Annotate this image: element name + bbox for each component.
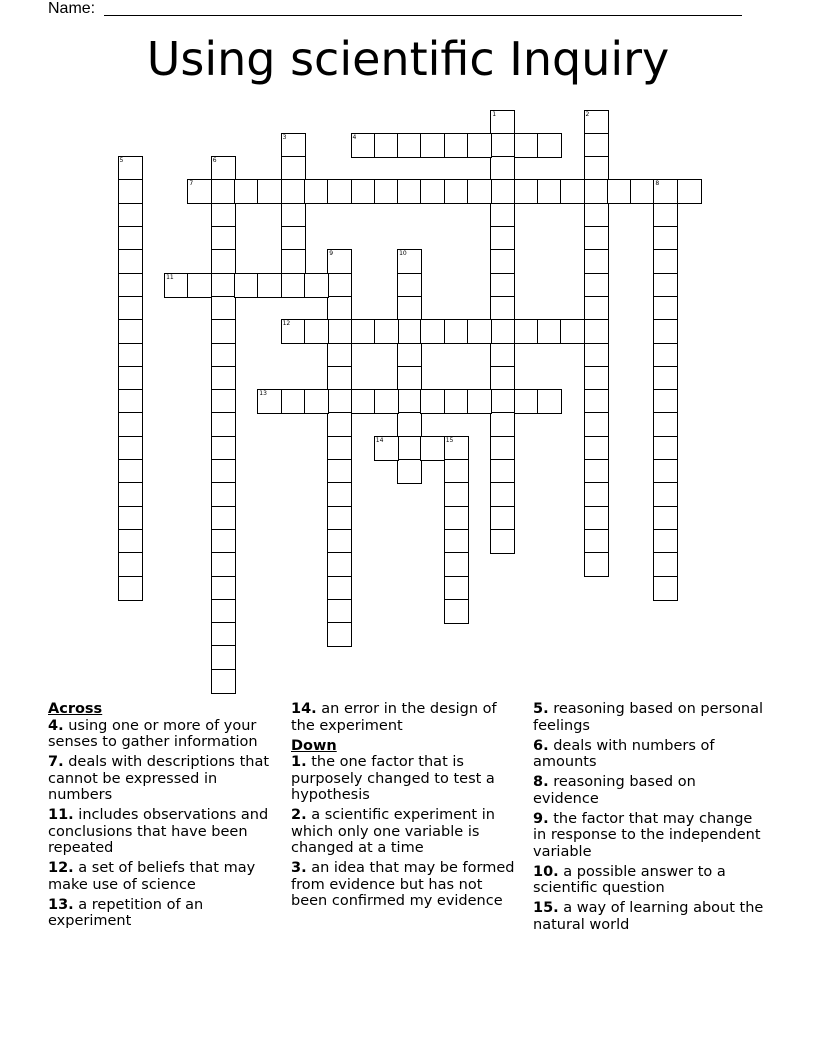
crossword-cell[interactable] [234,273,259,298]
crossword-cell[interactable] [118,203,143,228]
crossword-cell[interactable] [560,319,585,344]
crossword-cell[interactable] [537,389,562,414]
crossword-cell[interactable] [584,436,609,461]
crossword-cell[interactable] [211,622,236,647]
crossword-cell[interactable] [327,273,352,298]
clue-number: 9 [329,250,334,258]
crossword-cell[interactable] [514,179,539,204]
crossword-cell[interactable] [304,319,329,344]
crossword-cell[interactable] [118,296,143,321]
crossword-cell[interactable] [118,366,143,391]
crossword-cell[interactable] [118,179,143,204]
crossword-cell[interactable] [281,273,306,298]
crossword-cell[interactable] [584,133,609,158]
crossword-cell[interactable] [257,179,282,204]
crossword-cell[interactable] [537,133,562,158]
clue-across-7: 7. deals with descriptions that cannot be expressed in numbers [48,754,270,803]
crossword-cell[interactable] [304,273,329,298]
crossword-cell[interactable] [281,319,306,344]
crossword-cell[interactable] [653,459,678,484]
crossword-cell[interactable] [118,436,143,461]
crossword-cell[interactable] [327,343,352,368]
across-heading: Across [48,701,103,717]
crossword-cell[interactable] [118,249,143,274]
clue-down-5: 5. reasoning based on personal feelings [533,701,763,734]
crossword-cell[interactable] [281,203,306,228]
crossword-cell[interactable] [444,319,469,344]
clue-down-8: 8. reasoning based on evidence [533,774,696,807]
crossword-cell[interactable] [490,412,515,437]
crossword-cell[interactable] [327,436,352,461]
crossword-cell[interactable] [490,133,515,158]
crossword-cell[interactable] [257,273,282,298]
crossword-cell[interactable] [584,156,609,181]
page-title: Using scientific Inquiry [146,32,670,86]
crossword-cell[interactable] [467,179,492,204]
crossword-cell[interactable] [444,599,469,624]
crossword-cell[interactable] [211,576,236,601]
crossword-cell[interactable] [211,506,236,531]
crossword-cell[interactable] [281,226,306,251]
clues-column-1 [48,701,284,933]
crossword-cell[interactable] [281,389,306,414]
crossword-cell[interactable] [327,506,352,531]
clue-down-2: 2. a scientific experiment in which only one variable is changed at a time [291,807,495,856]
crossword-cell[interactable] [420,436,445,461]
crossword-cell[interactable] [514,389,539,414]
crossword-cell[interactable] [677,179,702,204]
clue-number: 8 [655,180,660,188]
crossword-cell[interactable] [490,319,515,344]
crossword-cell[interactable] [444,436,469,461]
crossword-cell[interactable] [444,179,469,204]
crossword-cell[interactable] [444,576,469,601]
crossword-cell[interactable] [327,296,352,321]
crossword-cell[interactable] [327,622,352,647]
crossword-cell[interactable] [257,389,282,414]
crossword-cell[interactable] [211,319,236,344]
crossword-cell[interactable] [234,179,259,204]
crossword-cell[interactable] [118,576,143,601]
crossword-cell[interactable] [327,482,352,507]
clue-across-11: 11. includes observations and conclusions that have been repeated [48,807,269,856]
crossword-cell[interactable] [281,179,306,204]
crossword-cell[interactable] [118,319,143,344]
crossword-cell[interactable] [397,389,422,414]
crossword-cell[interactable] [584,226,609,251]
crossword-cell[interactable] [537,179,562,204]
crossword-cell[interactable] [653,226,678,251]
crossword-cell[interactable] [397,319,422,344]
crossword-cell[interactable] [584,506,609,531]
crossword-cell[interactable] [187,179,212,204]
crossword-cell[interactable] [397,249,422,274]
crossword-cell[interactable] [490,249,515,274]
clue-number: 12 [282,320,291,328]
crossword-cell[interactable] [444,529,469,554]
crossword-cell[interactable] [653,273,678,298]
crossword-cell[interactable] [211,529,236,554]
crossword-cell[interactable] [584,110,609,135]
crossword-cell[interactable] [397,412,422,437]
crossword-cell[interactable] [584,273,609,298]
crossword-cell[interactable] [118,273,143,298]
crossword-cell[interactable] [584,529,609,554]
crossword-cell[interactable] [653,179,678,204]
crossword-cell[interactable] [374,389,399,414]
clue-number: 7 [189,180,194,188]
crossword-cell[interactable] [211,343,236,368]
clue-number: 2 [585,110,590,118]
crossword-cell[interactable] [211,599,236,624]
crossword-cell[interactable] [327,249,352,274]
crossword-cell[interactable] [374,319,399,344]
crossword-cell[interactable] [444,133,469,158]
crossword-cell[interactable] [211,179,236,204]
crossword-cell[interactable] [584,343,609,368]
clue-number: 13 [259,390,267,398]
crossword-cell[interactable] [118,226,143,251]
crossword-cell[interactable] [490,273,515,298]
crossword-cell[interactable] [211,412,236,437]
crossword-cell[interactable] [118,156,143,181]
crossword-cell[interactable] [653,412,678,437]
crossword-cell[interactable] [281,133,306,158]
crossword-cell[interactable] [164,273,189,298]
clue-number: 11 [166,273,174,281]
crossword-cell[interactable] [444,389,469,414]
crossword-cell[interactable] [420,319,445,344]
crossword-cell[interactable] [187,273,212,298]
crossword-cell[interactable] [490,110,515,135]
crossword-cell[interactable] [374,436,399,461]
crossword-cell[interactable] [653,552,678,577]
crossword-cell[interactable] [653,576,678,601]
crossword-cell[interactable] [490,436,515,461]
crossword-cell[interactable] [397,343,422,368]
crossword-cell[interactable] [351,179,376,204]
clue-across-12: 12. a set of beliefs that may make use of science [48,860,256,893]
crossword-cell[interactable] [490,156,515,181]
crossword-cell[interactable] [118,552,143,577]
clue-across-14: 14. an error in the design of the experiment [291,701,497,734]
clue-down-1: 1. the one factor that is purposely changed to test a hypothesis [291,754,495,803]
crossword-cell[interactable] [118,459,143,484]
crossword-cell[interactable] [630,179,655,204]
clue-down-3: 3. an idea that may be formed from evidence but has not been confirmed my evidence [291,860,515,909]
crossword-cell[interactable] [211,669,236,694]
crossword-cell[interactable] [653,529,678,554]
crossword-cell[interactable] [584,552,609,577]
crossword-cell[interactable] [653,296,678,321]
crossword-cell[interactable] [327,412,352,437]
crossword-cell[interactable] [327,459,352,484]
crossword-cell[interactable] [560,179,585,204]
crossword-cell[interactable] [490,366,515,391]
crossword-cell[interactable] [490,389,515,414]
crossword-cell[interactable] [397,436,422,461]
crossword-cell[interactable] [327,529,352,554]
crossword-cell[interactable] [397,296,422,321]
crossword-cell[interactable] [327,319,352,344]
crossword-cell[interactable] [653,319,678,344]
crossword-cell[interactable] [304,389,329,414]
crossword-cell[interactable] [211,273,236,298]
crossword-cell[interactable] [327,389,352,414]
crossword-cell[interactable] [584,249,609,274]
clue-number: 1 [492,110,497,118]
crossword-cell[interactable] [211,459,236,484]
crossword-cell[interactable] [211,389,236,414]
clue-across-4: 4. using one or more of your senses to gather information [48,717,258,750]
crossword-cell[interactable] [653,366,678,391]
crossword-cell[interactable] [653,506,678,531]
crossword-cell[interactable] [490,179,515,204]
clue-number: 6 [212,157,217,165]
crossword-cell[interactable] [397,273,422,298]
crossword-cell[interactable] [118,389,143,414]
name-label: Name: [48,0,96,17]
crossword-cell[interactable] [584,296,609,321]
crossword-cell[interactable] [211,436,236,461]
crossword-cell[interactable] [584,482,609,507]
crossword-cell[interactable] [467,389,492,414]
crossword-cell[interactable] [584,366,609,391]
crossword-cell[interactable] [444,482,469,507]
crossword-cell[interactable] [490,529,515,554]
crossword-cell[interactable] [327,599,352,624]
crossword-cell[interactable] [584,459,609,484]
crossword-cell[interactable] [444,552,469,577]
crossword-cell[interactable] [653,249,678,274]
crossword-cell[interactable] [397,459,422,484]
crossword-cell[interactable] [351,133,376,158]
crossword-cell[interactable] [490,459,515,484]
crossword-cell[interactable] [211,552,236,577]
crossword-cell[interactable] [327,366,352,391]
clue-down-6: 6. deals with numbers of amounts [533,737,715,770]
crossword-cell[interactable] [537,319,562,344]
crossword-cell[interactable] [444,459,469,484]
crossword-cell[interactable] [420,389,445,414]
crossword-cell[interactable] [211,156,236,181]
clues-column-3 [533,701,765,937]
crossword-cell[interactable] [467,319,492,344]
crossword-cell[interactable] [118,529,143,554]
crossword-cell[interactable] [211,296,236,321]
clue-down-9: 9. the factor that may change in response to the independent variable [533,810,761,860]
clue-number: 14 [375,436,384,444]
crossword-cell[interactable] [397,133,422,158]
clue-number: 5 [119,157,124,165]
crossword-cell[interactable] [281,249,306,274]
crossword-cell[interactable] [211,203,236,228]
crossword-cell[interactable] [420,133,445,158]
crossword-cell[interactable] [374,133,399,158]
clue-down-15: 15. a way of learning about the natural world [533,900,764,933]
crossword-cell[interactable] [653,343,678,368]
crossword-cell[interactable] [327,576,352,601]
crossword-cell[interactable] [374,179,399,204]
crossword-cell[interactable] [490,296,515,321]
crossword-cell[interactable] [653,482,678,507]
crossword-cell[interactable] [653,436,678,461]
crossword-cell[interactable] [304,179,329,204]
crossword-cell[interactable] [397,179,422,204]
crossword-cell[interactable] [584,179,609,204]
crossword-cell[interactable] [211,645,236,670]
crossword-cell[interactable] [397,366,422,391]
crossword-cell[interactable] [211,226,236,251]
crossword-cell[interactable] [584,412,609,437]
crossword-cell[interactable] [584,203,609,228]
crossword-cell[interactable] [327,552,352,577]
crossword-cell[interactable] [490,226,515,251]
crossword-cell[interactable] [118,412,143,437]
crossword-cell[interactable] [118,506,143,531]
crossword-cell[interactable] [351,389,376,414]
clue-down-10: 10. a possible answer to a scientific question [533,863,726,896]
crossword-cell[interactable] [490,506,515,531]
clues-column-2 [291,701,523,913]
crossword-cell[interactable] [444,506,469,531]
clue-number: 4 [352,133,357,141]
crossword-cell[interactable] [490,343,515,368]
crossword-cell[interactable] [514,133,539,158]
crossword-cell[interactable] [118,482,143,507]
crossword-cell[interactable] [490,482,515,507]
crossword-cell[interactable] [607,179,632,204]
crossword-cell[interactable] [467,133,492,158]
clue-number: 10 [399,250,407,258]
crossword-cell[interactable] [584,319,609,344]
clue-across-13: 13. a repetition of an experiment [48,896,204,929]
crossword-cell[interactable] [584,389,609,414]
crossword-cell[interactable] [514,319,539,344]
crossword-cell[interactable] [420,179,445,204]
crossword-cell[interactable] [211,482,236,507]
crossword-cell[interactable] [327,179,352,204]
crossword-cell[interactable] [211,366,236,391]
crossword-cell[interactable] [351,319,376,344]
crossword-cell[interactable] [490,203,515,228]
crossword-cell[interactable] [211,249,236,274]
down-heading: Down [291,737,337,754]
crossword-cell[interactable] [118,343,143,368]
crossword-cell[interactable] [281,156,306,181]
crossword-cell[interactable] [653,389,678,414]
crossword-cell[interactable] [653,203,678,228]
clue-number: 15 [445,436,454,444]
clue-number: 3 [282,133,287,141]
